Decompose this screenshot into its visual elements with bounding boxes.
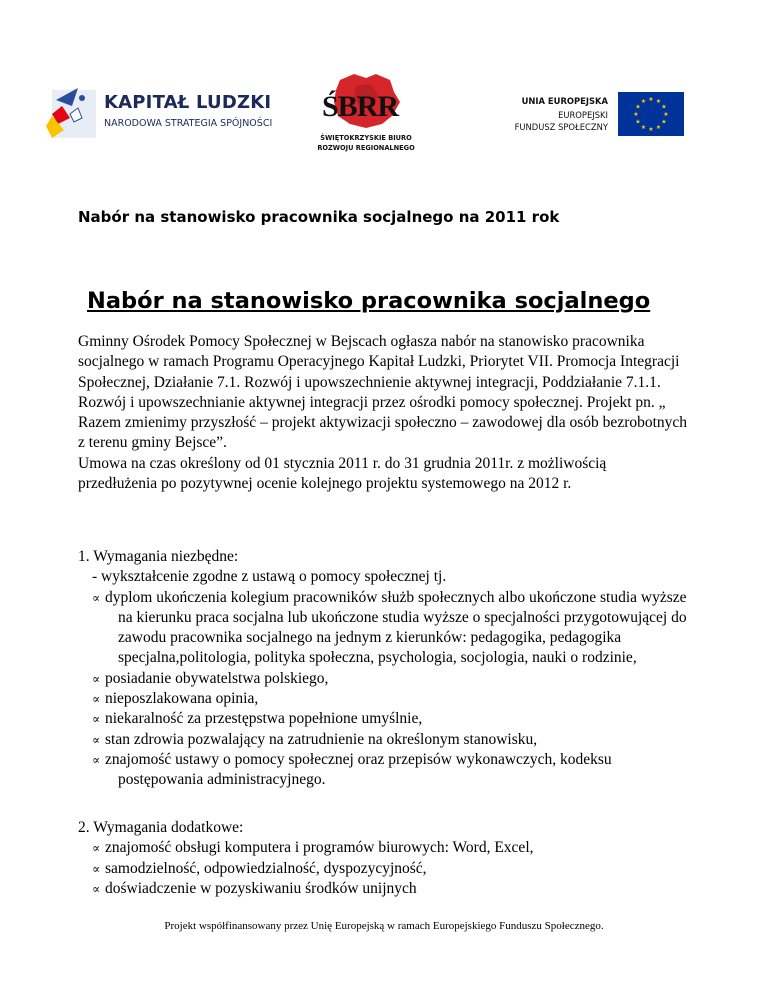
bullet-icon: ∝ xyxy=(92,861,101,876)
document-subtitle: Nabór na stanowisko pracownika socjalnego na 2011 rok xyxy=(78,208,560,226)
bullet-icon: ∝ xyxy=(92,881,101,896)
list-item xyxy=(92,750,698,791)
svg-text:★: ★ xyxy=(640,124,647,131)
bullet-icon: ∝ xyxy=(92,692,101,707)
kapital-ludzki-title: KAPITAŁ LUDZKI xyxy=(104,92,272,113)
svg-text:★: ★ xyxy=(655,98,662,105)
svg-text:★: ★ xyxy=(648,126,654,133)
list-item-text: nieposzlakowana opinia, xyxy=(105,690,259,708)
additional-qualifications-section xyxy=(78,818,698,899)
bullet-icon: ∝ xyxy=(92,590,101,605)
list-item xyxy=(92,879,698,899)
education-requirement: - wykształcenie zgodne z ustawą o pomocy społecznej tj. xyxy=(92,568,447,586)
list-item xyxy=(92,838,698,858)
list-item xyxy=(92,709,698,729)
footer-note: Projekt współfinansowany przez Unię Europejską w ramach Europejskiego Funduszu Społecznego. xyxy=(164,920,604,932)
sbrr-caption-line2: ROZWOJU REGIONALNEGO xyxy=(317,144,415,152)
kapital-ludzki-emblem-icon xyxy=(42,84,100,142)
eu-logo xyxy=(500,92,688,140)
intro-paragraph-1: Gminny Ośrodek Pomocy Społecznej w Bejscach ogłasza nabór na stanowisko pracownika socjalnego w ramach Programu Operacyjnego Kapitał Ludzki, Priorytet VII. Promocja Integracji Społecznej, Działanie 7.1. Rozwój i upowszechnienie aktywnej integracji, Poddziałanie 7.1.1. Rozwój i upowszechnianie aktywnej integracji przez ośrodki pomocy społecznej. Projekt pn. „ Razem zmienimy przyszłość – projekt aktywizacji społeczno – zawodowej dla osób bezrobotnych z terenu gminy Bejsce”. xyxy=(78,333,688,452)
list-item xyxy=(92,669,698,689)
svg-text:★: ★ xyxy=(635,118,641,126)
eu-flag-icon xyxy=(618,92,684,136)
svg-text:★: ★ xyxy=(640,98,647,105)
list-item xyxy=(92,689,698,709)
sbrr-wordmark: ŚBRR xyxy=(322,90,399,123)
list-item-text: stan zdrowia pozwalający na zatrudnienie na określonym stanowisku, xyxy=(105,730,538,748)
list-item-text: niekaralność za przestępstwa popełnione umyślnie, xyxy=(105,710,423,728)
intro-text xyxy=(78,332,688,494)
intro-paragraph-2: Umowa na czas określony od 01 stycznia 2011 r. do 31 grudnia 2011r. z możliwością przedłużenia po pozytywnej ocenie kolejnego projektu systemowego na 2012 r. xyxy=(78,454,607,493)
additional-qualifications-heading: 2. Wymagania dodatkowe: xyxy=(78,819,244,836)
svg-text:★: ★ xyxy=(661,118,667,126)
page-title: Nabór na stanowisko pracownika socjalnego xyxy=(87,288,651,314)
sbrr-caption-line1: ŚWIĘTOKRZYSKIE BIURO xyxy=(320,134,412,142)
svg-text:★: ★ xyxy=(635,103,641,111)
bullet-icon: ∝ xyxy=(92,752,101,767)
list-item-text: doświadczenie w pozyskiwaniu środków unijnych xyxy=(105,879,417,897)
list-item-text: znajomość ustawy o pomocy społecznej oraz przepisów wykonawczych, kodeksu postępowania administracyjnego. xyxy=(105,750,612,789)
list-item-text: dyplom ukończenia kolegium pracowników służb społecznych albo ukończone studia wyższe na kierunku praca socjalna lub ukończone studia wyższe o specjalności przygotowującej do zawodu pracownika socjalnego na jednym z kierunków: pedagogika, pedagogika specjalna,politologia, polityka społeczna, psychologia, socjologia, nauki o rodzinie, xyxy=(105,588,687,667)
list-item-text: znajomość obsługi komputera i programów biurowych: Word, Excel, xyxy=(105,839,534,857)
list-item xyxy=(92,588,698,669)
list-item-text: samodzielność, odpowiedzialność, dyspozycyjność, xyxy=(105,859,427,877)
eu-logo-line3: FUNDUSZ SPOŁECZNY xyxy=(514,122,608,132)
bullet-icon: ∝ xyxy=(92,712,101,727)
svg-text:★: ★ xyxy=(661,103,667,111)
eu-logo-line1: UNIA EUROPEJSKA xyxy=(521,96,608,106)
svg-text:★: ★ xyxy=(655,124,662,131)
list-item xyxy=(92,859,698,879)
svg-text:★: ★ xyxy=(663,111,669,118)
eu-logo-line2: EUROPEJSKI xyxy=(558,110,608,120)
bullet-icon: ∝ xyxy=(92,671,101,686)
svg-text:★: ★ xyxy=(633,111,639,118)
list-item xyxy=(92,730,698,750)
required-qualifications-section xyxy=(78,547,698,791)
svg-text:★: ★ xyxy=(648,96,654,103)
sbrr-logo xyxy=(310,72,422,167)
bullet-icon: ∝ xyxy=(92,841,101,856)
required-qualifications-heading: 1. Wymagania niezbędne: xyxy=(78,548,239,565)
kapital-ludzki-subtitle: NARODOWA STRATEGIA SPÓJNOŚCI xyxy=(104,118,273,129)
bullet-icon: ∝ xyxy=(92,732,101,747)
kapital-ludzki-logo xyxy=(42,82,273,144)
list-item-text: posiadanie obywatelstwa polskiego, xyxy=(105,669,329,687)
